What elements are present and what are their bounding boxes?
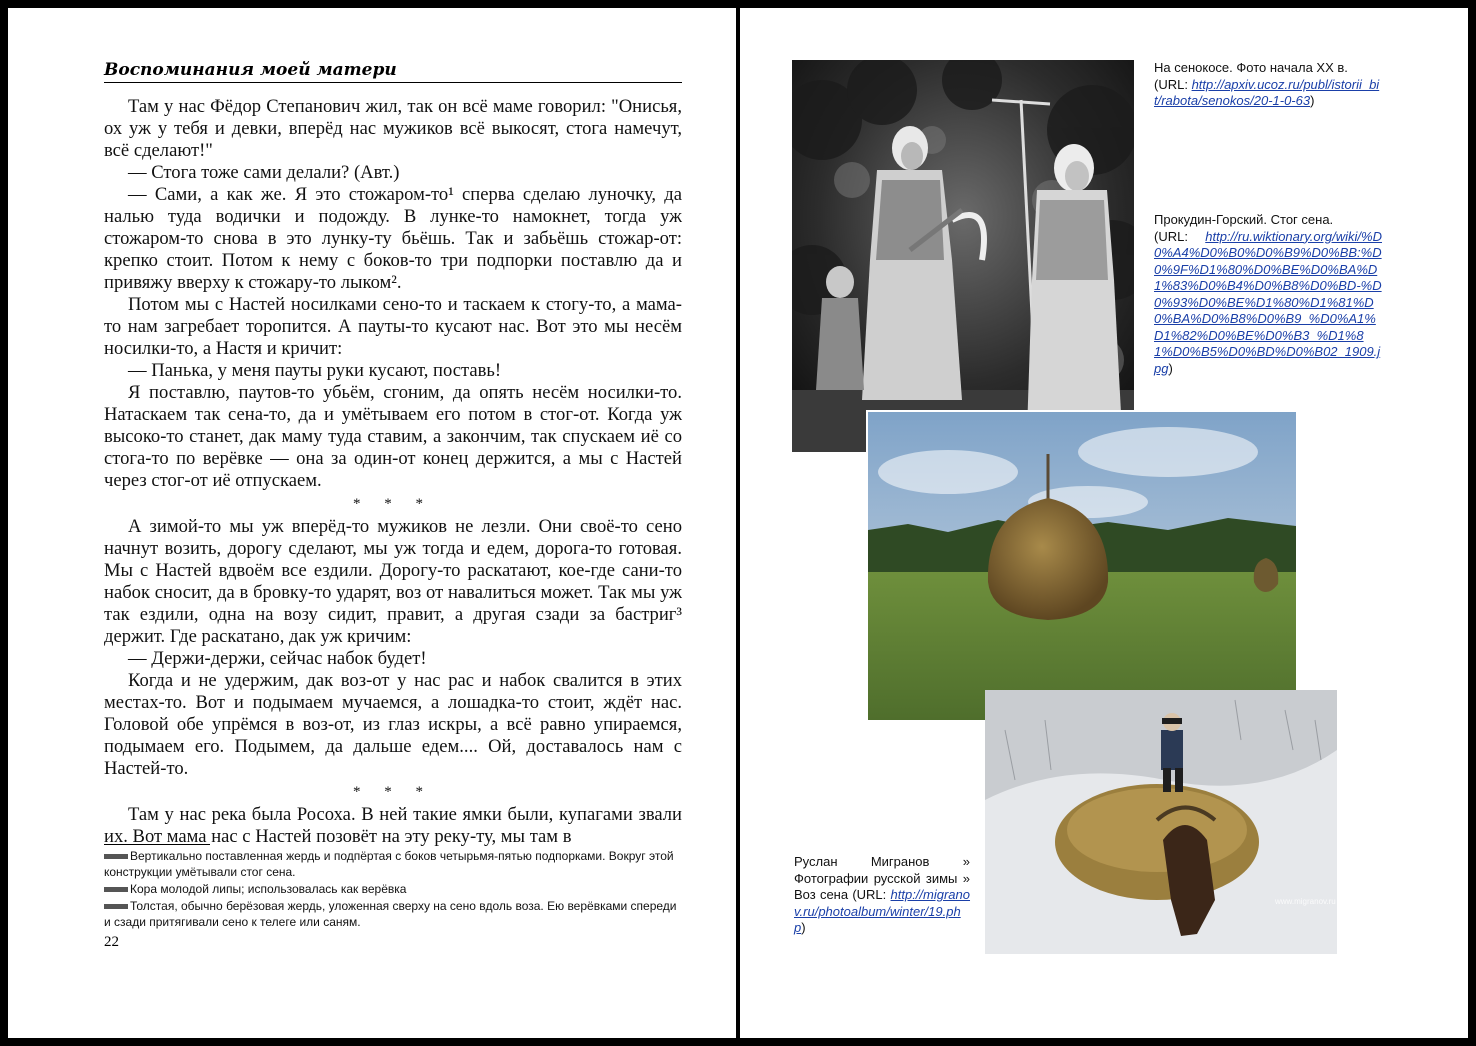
paragraph: Потом мы с Настей носилками сено-то и таскаем к стогу-то, а мама-то нам загребает торопится. А пауты-то кусают нас. Вот это мы несём носилки-то, а Настя и кричит: [104,294,682,359]
caption-url-suffix: ) [801,920,806,935]
paragraph: — Стога тоже сами делали? (Авт.) [128,162,400,183]
paragraph: Там у нас Фёдор Степанович жил, так он всё маме говорил: "Онисья, ох уж у тебя и девки, вперёд нас мужиков всё выкосят, стога намечут, всё сделают!" [104,96,682,161]
paragraph: А зимой-то мы уж вперёд-то мужиков не лезли. Они своё-то сено начнут возить, дорогу сделают, мы уж тогда и едем, дорога-то готовая. Мы с Настей вдвоём все ездили. Дорогу-то раскатают, кое-где сани-то набок сносит, да в бровку-то ударят, воз от навалиться может. Так мы уж так ездили, одна на возу сидит, правит, а другая сзади за бастриг³ держит. Где раскатано, дак уж кричим: [104,516,682,647]
caption-photo-2 [1154,212,1382,377]
caption-text: Руслан Мигранов » Фотографии русской зимы » Воз сена [794,854,970,902]
caption-link[interactable]: http://migranov.ru/photoalbum/winter/19.php [794,887,971,935]
page-number: 22 [104,934,119,950]
footnote-marker [104,854,128,859]
caption-link[interactable]: http://ru.wiktionary.org/wiki/%D0%A4%D0%B0%D0%B9%D0%BB:%D0%9F%D1%80%D0%BE%D0%BA%D1%83%D0%B4%D0%B8%D0%BD-%D0%93%D0%BE%D1%80%D1%81%D0%BA%D0%B8%D0%B9_%D0%A1%D1%82%D0%BE%D0%B3_%D1%81%D0%B5%D0%BD%D0%B02_1909.jpg [1154,228,1382,376]
footnote-marker [104,887,128,892]
footnote-text: Кора молодой липы; использовалась как верёвка [130,882,407,896]
photo-haystack-image [868,412,1296,720]
photo-haymaking [792,60,1134,452]
section-separator: * * * [353,496,433,512]
footnotes [104,848,684,931]
photo-haystack [866,410,1298,722]
body-text [104,96,682,848]
paragraph: Когда и не удержим, дак воз-от у нас рас и набок свалится в этих местах-то. Вот и подымаем мучаемся, а лошадка-то стоит, ждёт нас. Головой обе упрёмся в воз-от, из глаз искры, а всё равно упираемся, подымаем его. Подымем, да дальше едем.... Ой, доставалось нам с Настей-то. [104,670,682,779]
caption-url-prefix: (URL: [1154,228,1206,244]
footnote-marker [104,904,128,909]
photo-haymaking-image [792,60,1134,452]
caption-url-prefix: (URL: [852,887,891,902]
footnote [104,898,684,930]
caption-text: Прокудин-Горский. Стог сена. [1154,212,1334,227]
left-page [8,8,736,1038]
footnote [104,848,684,880]
paragraph: — Сами, а как же. Я это стожаром-то¹ сперва сделаю луночку, да налью туда водички и подожду. В лунке-то намокнет, тогда уж стожаром-то снова в это лунку-ту бьёшь. Так и забьёшь стожар-от: крепко стоит. Потом к нему с боков-то три подпорки поставлю да и привяжу вверху к стожару-то лыком². [104,184,682,293]
paragraph: Там у нас река была Росоха. В ней такие ямки были, купагами звали их. Вот мама нас с Настей позовёт на эту реку-ту, мы там в [104,804,682,847]
footnote-text: Толстая, обычно берёзовая жердь, уложенная сверху на сено вдоль воза. Ею верёвками спереди и сзади притягивали сено к телеге или саням. [104,899,677,929]
caption-photo-3 [794,854,970,937]
caption-url-prefix: (URL: [1154,76,1192,92]
footnote [104,881,684,897]
caption-url-suffix: ) [1168,360,1173,376]
caption-url-suffix: ) [1310,93,1315,108]
caption-text: На сенокосе. Фото начала XX в. [1154,60,1348,75]
photo-winter-image [985,690,1337,954]
footnote-text: Вертикально поставленная жердь и подпёртая с боков четырьмя-пятью подпорками. Вокруг этой конструкции умётывали стог сена. [104,849,674,879]
caption-photo-1 [1154,60,1384,110]
running-head: Воспоминания моей матери [104,60,682,83]
caption-link[interactable]: http://apxiv.ucoz.ru/publ/istorii_bit/rabota/senokos/20-1-0-63 [1154,76,1380,108]
right-page [740,8,1468,1038]
photo-watermark: www.migranov.ru [1275,897,1336,906]
paragraph: Я поставлю, паутов-то убьём, сгоним, да опять несём носилки-то. Натаскаем так сена-то, да и умётываем его потом в стог-от. Когда уж высоко-то станет, дак маму туда ставим, а закончим, так спускаем иё со стога-то по верёвке — она за один-от конец держится, а мы с Настей через стог-от иё отпускаем. [104,382,682,491]
footnote-divider [104,844,210,845]
section-separator: * * * [353,784,433,800]
paragraph: — Держи-держи, сейчас набок будет! [128,648,427,669]
paragraph: — Панька, у меня пауты руки кусают, поставь! [128,360,502,381]
photo-winter-hay [985,690,1337,954]
